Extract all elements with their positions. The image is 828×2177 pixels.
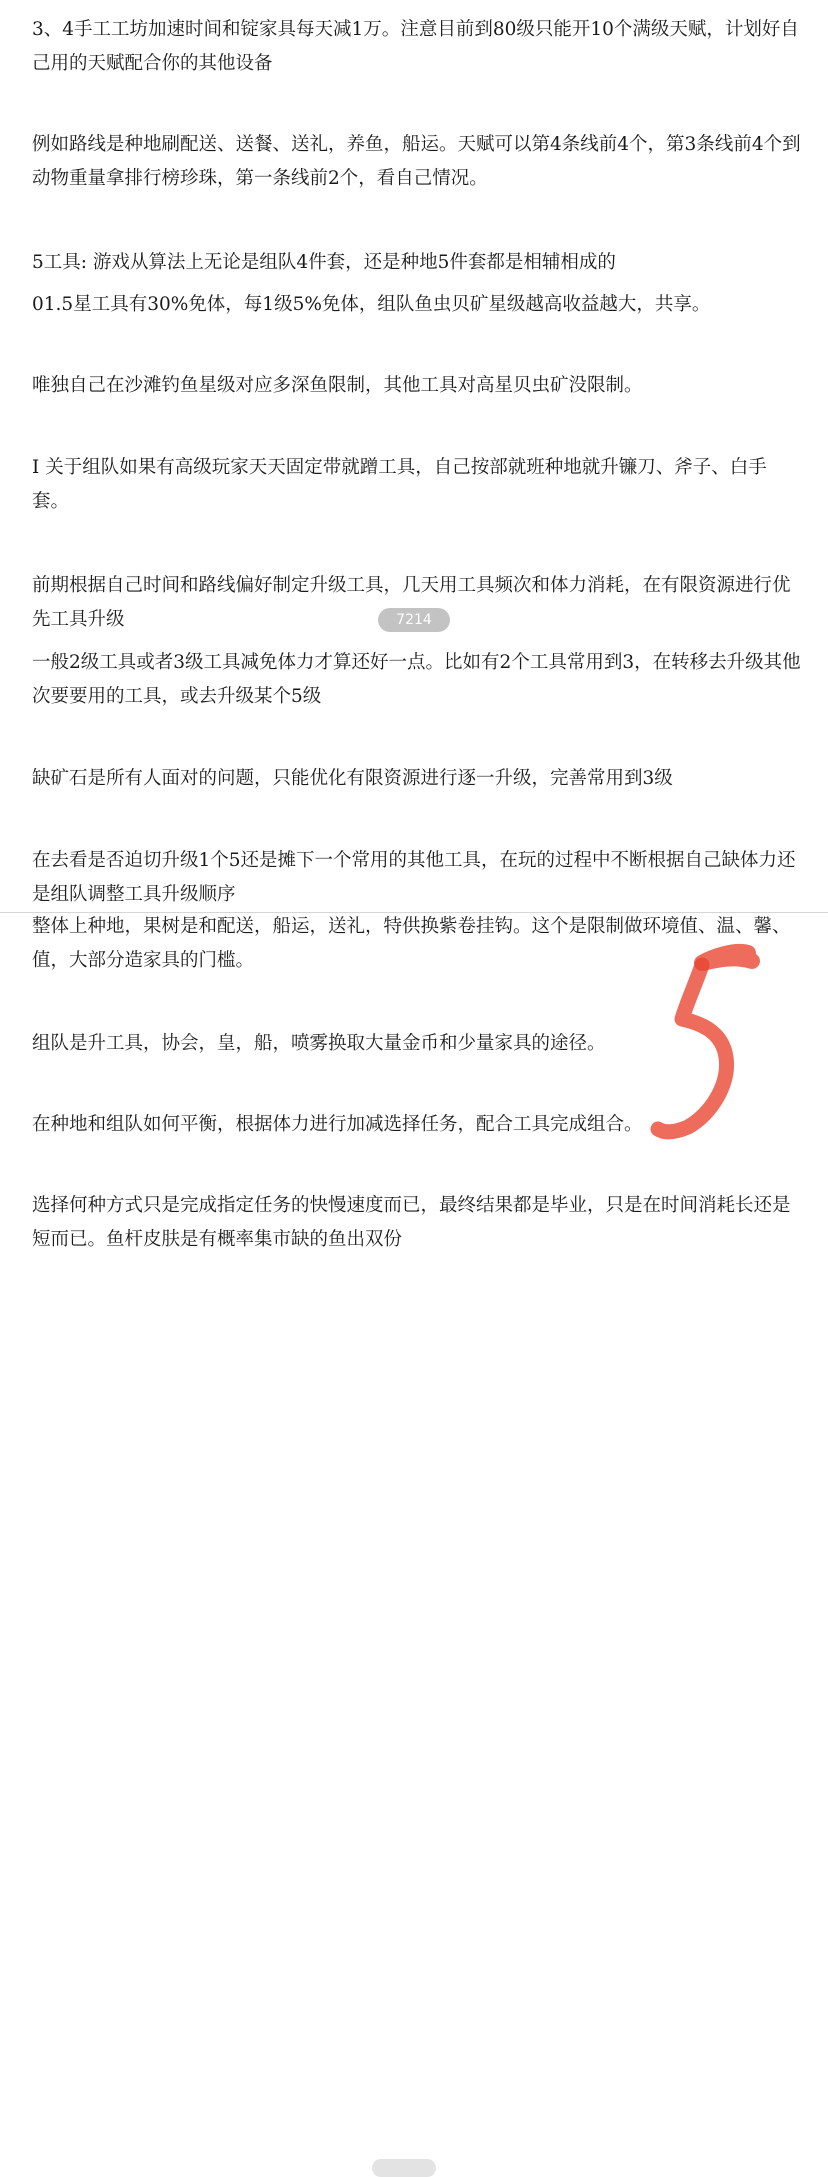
paragraph-beach-fishing: 唯独自己在沙滩钓鱼星级对应多深鱼限制，其他工具对高星贝虫矿没限制。	[32, 375, 643, 396]
paragraph-balance: 在种地和组队如何平衡，根据体力进行加减选择任务，配合工具完成组合。	[32, 1114, 643, 1135]
faint-watermark	[372, 2159, 436, 2177]
paragraph-level-2-3: 一般2级工具或者3级工具减免体力才算还好一点。比如有2个工具常用到3，在转移去升级其他次要要用的工具，或去升级某个5级	[32, 652, 801, 707]
paragraph-route-example: 例如路线是种地刷配送、送餐、送礼，养鱼，船运。天赋可以第4条线前4个，第3条线前4个到动物重量拿排行榜珍珠，第一条线前2个，看自己情况。	[32, 134, 801, 189]
paragraph-team-tools: I 关于组队如果有高级玩家天天固定带就蹭工具，自己按部就班种地就升镰刀、斧子、白手套。	[32, 457, 767, 512]
paragraph-tools-intro: 5工具: 游戏从算法上无论是组队4件套，还是种地5件套都是相辅相成的	[32, 252, 616, 273]
paragraph-tool-stars: 01.5星工具有30%免体，每1级5%免体，组队鱼虫贝矿星级越高收益越大，共享。	[32, 294, 711, 315]
paragraph-upgrade-order: 在去看是否迫切升级1个5还是摊下一个常用的其他工具，在玩的过程中不断根据自己缺体力还是组队调整工具升级顺序	[32, 850, 796, 905]
watermark-badge: 7214	[378, 608, 450, 632]
paragraph-conclusion: 选择何种方式只是完成指定任务的快慢速度而已，最终结果都是毕业，只是在时间消耗长还是短而已。鱼杆皮肤是有概率集市缺的鱼出双份	[32, 1195, 791, 1250]
top-screenshot-panel	[0, 0, 828, 912]
paragraph-workshop-talents: 3、4手工工坊加速时间和锭家具每天减1万。注意目前到80级只能开10个满级天赋，计划好自己用的天赋配合你的其他设备	[32, 19, 799, 74]
paragraph-early-upgrade: 前期根据自己时间和路线偏好制定升级工具，几天用工具频次和体力消耗，在有限资源进行优先工具升级	[32, 575, 791, 630]
paragraph-farming-overview: 整体上种地，果树是和配送，船运，送礼，特供换紫卷挂钩。这个是限制做环境值、温、馨、值，大部分造家具的门槛。	[32, 916, 791, 971]
paragraph-team-purpose: 组队是升工具，协会，皇，船，喷雾换取大量金币和少量家具的途径。	[32, 1033, 606, 1054]
bottom-screenshot-panel	[0, 913, 828, 1256]
paragraph-ore-shortage: 缺矿石是所有人面对的问题，只能优化有限资源进行逐一升级，完善常用到3级	[32, 768, 673, 789]
